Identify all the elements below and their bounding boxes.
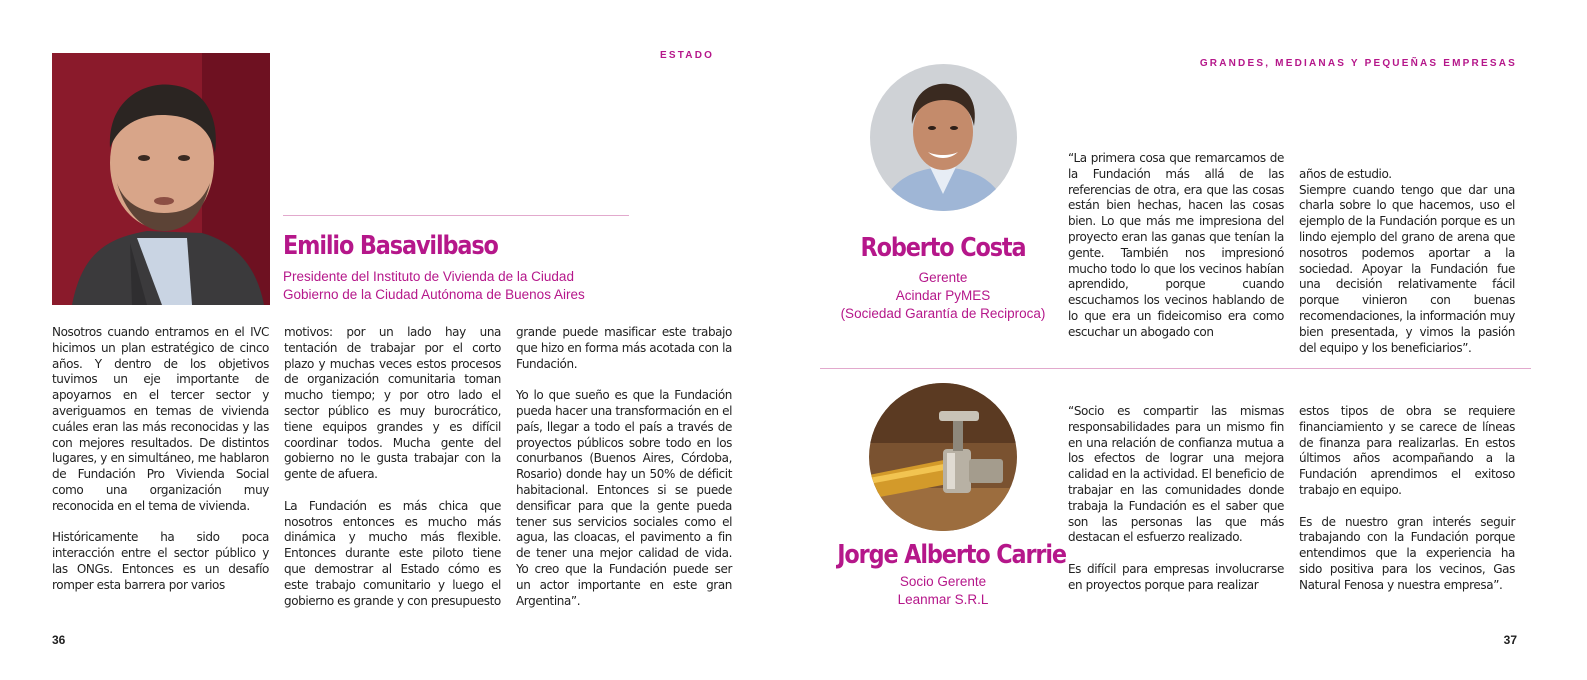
paragraph: “Socio es compartir las mismas responsabilidades para un mismo fin en una relación de confianza mutua a los efectos de lograr una mejora calidad en la actividad. El beneficio de trabajar en las comunidades donde trabaja la Fundación es el saber que son las personas las que más destacan el esfuerzo realizado.	[1068, 404, 1284, 545]
tap-valve-image	[869, 383, 1017, 531]
photo-tap-valve	[869, 383, 1017, 531]
section-label-estado: ESTADO	[660, 50, 715, 61]
profile-role-line: Gerente	[918, 270, 968, 285]
profile-role-emilio	[283, 268, 585, 304]
profile-role-line: Leanmar S.R.L	[897, 592, 989, 607]
paragraph: Históricamente ha sido poca interacción entre el sector público y las ONGs. Entonces es un desafío romper esta barrera por varios	[52, 530, 269, 592]
quote-column	[1299, 151, 1515, 372]
quote-column	[1068, 151, 1284, 341]
paragraph: años de estudio. Siempre cuando tengo que dar una charla sobre lo que hacemos, uso el ejemplo de la Fundación porque es un lindo ejemplo del grano de arena que nosotros podemos aportar a la sociedad. Apoyar la Fundación fue una decisión relativamente fácil porque vinieron con buenas recomendaciones, la información muy bien presentada, y vimos la pasión del equipo y los beneficiarios”.	[1299, 166, 1515, 355]
profile-name-roberto: Roberto Costa	[860, 233, 1026, 263]
profile-divider	[820, 368, 1531, 369]
paragraph: Es difícil para empresas involucrarse en proyectos porque para realizar	[1068, 561, 1284, 592]
name-divider	[283, 215, 629, 216]
paragraph: La Fundación es más chica que nosotros entonces es mucho más dinámica y mucho más flexible. Entonces durante este piloto tiene que demostrar al Estado cómo es este trabajo comunitario y luego el gobierno es grande y con presupuesto	[284, 498, 501, 608]
profile-role-roberto	[830, 269, 1056, 323]
paragraph: “La primera cosa que remarcamos de la Fundación más allá de las referencias de otra, era que las cosas están bien hechas, hacen las cosas bien. Lo que más me impresiona del proyecto eran las ganas que tenían la gente. También nos impresionó mucho todo lo que los vecinos habían aprendido, porque cuando escuchamos los vecinos hablando de lo que era un fideicomiso era como escuchar un abogado con	[1068, 151, 1284, 339]
profile-name-jorge: Jorge Alberto Carrie	[837, 540, 1066, 570]
text-column	[284, 325, 501, 609]
page-number-right: 37	[1503, 633, 1517, 647]
profile-role-line: Acindar PyMES	[895, 288, 991, 303]
profile-role-line: (Sociedad Garantía de Reciproca)	[840, 306, 1046, 321]
profile-role-line: Socio Gerente	[899, 574, 987, 589]
portrait-emilio-basavilbaso-figure	[52, 53, 270, 305]
profile-name-emilio: Emilio Basavilbaso	[283, 231, 498, 261]
quote-column	[1299, 404, 1515, 594]
paragraph: estos tipos de obra se requiere financiamiento y se carece de líneas de finanza para realizarlas. En estos últimos años acompañando a la Fundación aprendimos el exitoso trabajo en equipo.	[1299, 404, 1515, 497]
page-number-left: 36	[52, 633, 66, 647]
paragraph: grande puede masificar este trabajo que hizo en forma más acotada con la Fundación.	[516, 325, 732, 371]
section-label-empresas: GRANDES, MEDIANAS Y PEQUEÑAS EMPRESAS	[1199, 58, 1517, 69]
paragraph: Es de nuestro gran interés seguir trabajando con la Fundación porque entendimos que la experiencia ha sido positiva para los vecinos, Gas Natural Fenosa y nuestra empresa”.	[1299, 514, 1515, 592]
paragraph: motivos: por un lado hay una tentación de trabajar por el corto plazo y muchas veces estos procesos de organización comunitaria toman mucho tiempo; y por otro lado el sector público es muy burocrático, tiene equipos grandes y es difícil coordinar todos. Mucha gente del gobierno no le gusta trabajar con la gente de afuera.	[284, 325, 501, 482]
text-column	[516, 325, 732, 609]
portrait-roberto-costa-figure	[870, 64, 1017, 211]
profile-role-line: Presidente del Instituto de Vivienda de la Ciudad	[283, 269, 574, 284]
paragraph: Yo lo que sueño es que la Fundación pueda hacer una transformación en el país, llegar a todo el país a través de proyectos públicos sobre todo en los conurbanos (Buenos Aires, Córdoba, Rosario) donde hay un 50% de déficit habitacional. Entonces si se puede densificar para que la gente pueda tener sus servicios sociales como el agua, las cloacas, el pavimento a fin de tener una mejor calidad de vida. Yo creo que la Fundación puede ser un actor importante en este gran Argentina”.	[516, 388, 732, 608]
profile-role-jorge	[840, 573, 1046, 609]
text-column	[52, 325, 269, 594]
paragraph: Nosotros cuando entramos en el IVC hicimos un plan estratégico de cinco años. Y dentro de los objetivos tuvimos un eje importante de apoyarnos en el tercer sector y averiguamos en temas de vivienda cuáles eran las más reconocidas y las con mejores resultados. De distintos lugares, y en simultáneo, me hablaron de Fundación Pro Vivienda Social como una organización muy reconocida en el tema de vivienda.	[52, 325, 269, 513]
quote-column	[1068, 404, 1284, 594]
portrait-roberto-costa	[870, 64, 1017, 211]
portrait-emilio-basavilbaso	[52, 53, 270, 305]
profile-role-line: Gobierno de la Ciudad Autónoma de Buenos Aires	[283, 287, 585, 302]
